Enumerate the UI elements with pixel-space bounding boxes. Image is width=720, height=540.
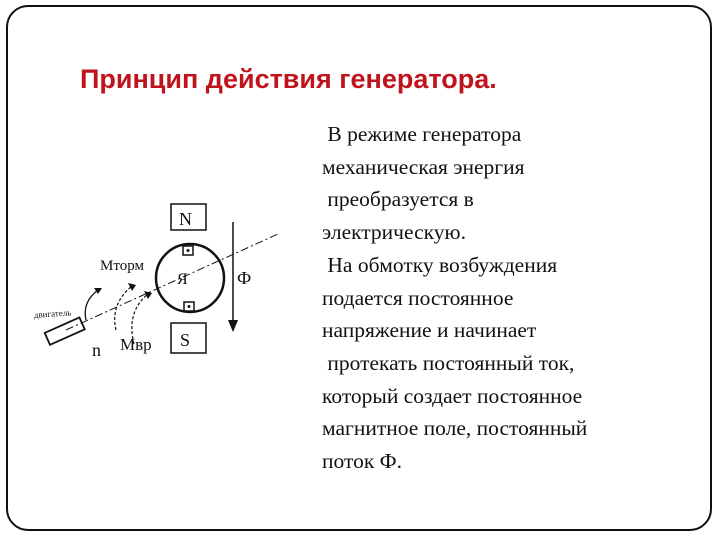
flux-label: Ф — [237, 268, 252, 288]
body-line: протекать постоянный ток, — [322, 350, 575, 375]
body-line: электрическую. — [322, 220, 466, 245]
body-line: преобразуется в — [322, 187, 474, 212]
body-line: магнитное поле, постоянный — [322, 416, 588, 441]
brake-torque-arc — [115, 286, 132, 330]
rotating-torque-arc-head — [144, 291, 152, 299]
flux-arrow-head — [228, 320, 238, 332]
armature-label: Я — [177, 271, 188, 288]
body-line: В режиме генератора — [322, 122, 522, 146]
conductor-dot — [187, 249, 190, 252]
body-line: который создает постоянное — [322, 383, 583, 408]
conductor-dot — [188, 305, 191, 308]
body-line: На обмотку возбуждения — [322, 252, 558, 277]
speed-label: n — [92, 340, 101, 360]
south-pole-label: S — [180, 330, 191, 350]
rotating-torque-label: Мвр — [120, 335, 152, 354]
body-line: подается постоянное — [322, 285, 514, 310]
body-text — [322, 118, 702, 478]
body-line: напряжение и начинает — [322, 318, 537, 343]
body-line: механическая энергия — [322, 154, 525, 179]
rotation-arc — [85, 290, 98, 320]
engine-block — [45, 317, 85, 344]
engine-label: двигатель — [33, 307, 72, 320]
body-line: поток Ф. — [322, 449, 403, 474]
generator-diagram — [28, 190, 288, 380]
slide-title: Принцип действия генератора. — [80, 64, 497, 94]
brake-torque-label: Мторм — [100, 258, 144, 274]
north-pole-label: N — [179, 209, 192, 229]
brake-torque-arc-head — [128, 283, 136, 291]
